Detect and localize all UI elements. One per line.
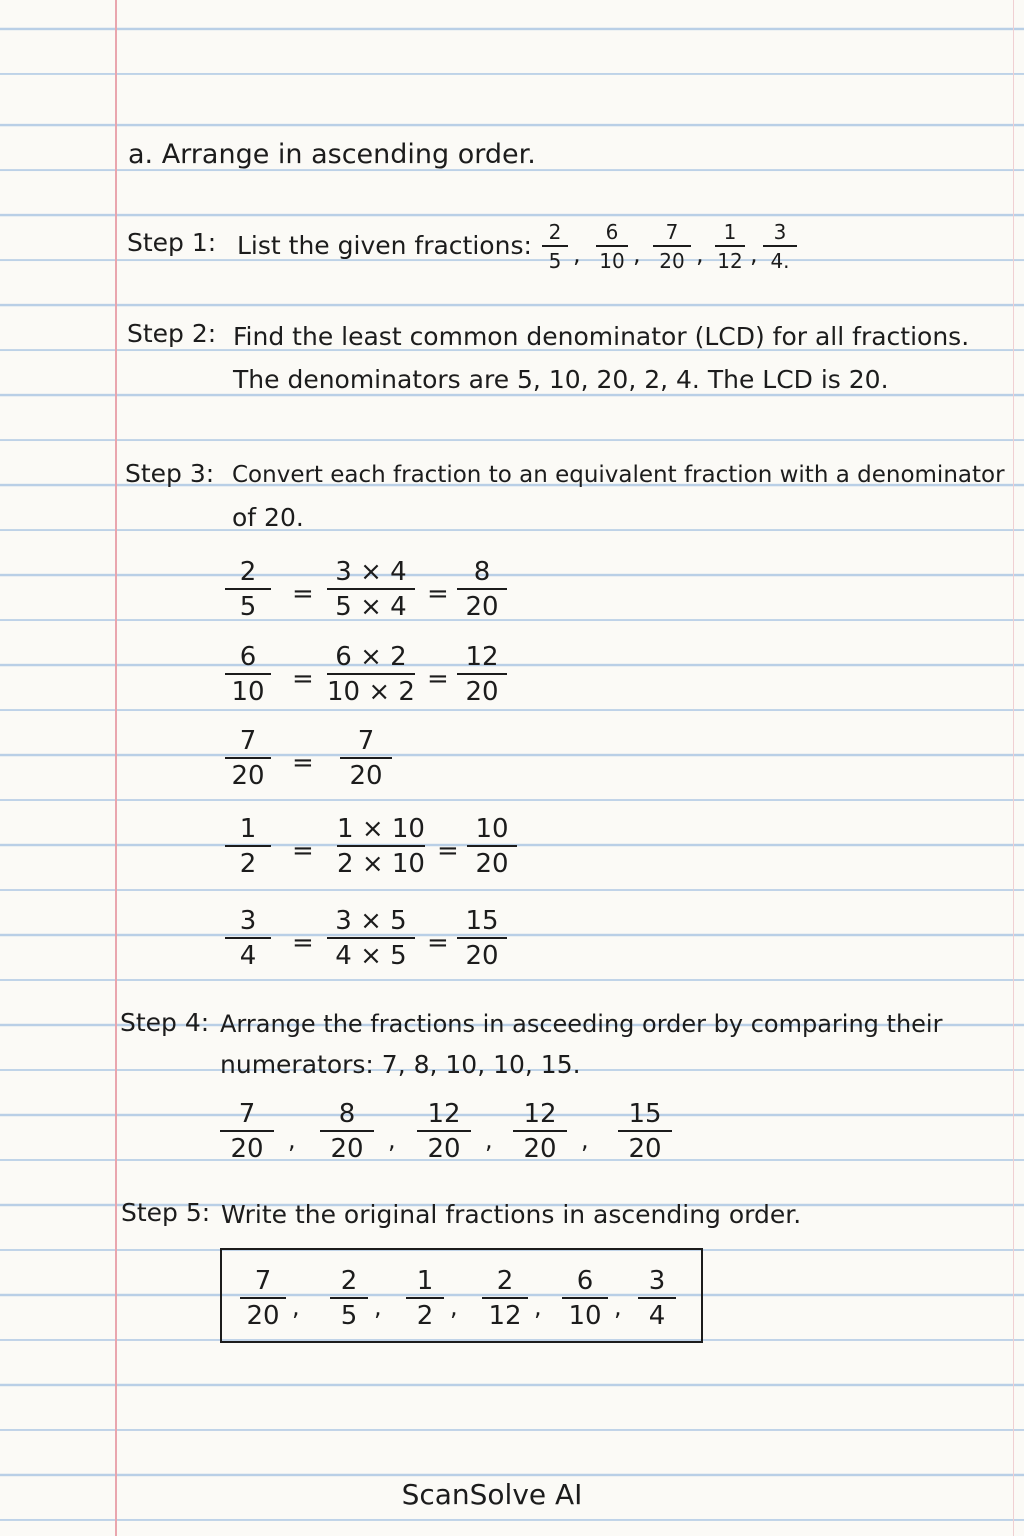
fraction-bar — [467, 845, 517, 847]
fraction-denominator: 20 — [349, 761, 383, 791]
step3-label: Step 3: — [125, 459, 215, 488]
fraction-bar — [225, 937, 271, 939]
fraction-numerator: 3 — [773, 220, 787, 244]
equals-sign: = — [292, 664, 314, 694]
fraction-numerator: 7 — [665, 220, 679, 244]
fraction-numerator: 1 — [416, 1266, 434, 1296]
fraction-denominator: 20 — [659, 249, 685, 273]
step4-line2: numerators: 7, 8, 10, 10, 15. — [220, 1050, 581, 1079]
fraction-denominator: 5 — [239, 592, 257, 622]
fraction-numerator: 12 — [465, 642, 499, 672]
comma-separator: , — [450, 1293, 458, 1321]
fraction-numerator: 1 — [723, 220, 737, 244]
original-fraction — [225, 908, 271, 969]
step1-label: Step 1: — [127, 228, 217, 257]
fraction-numerator: 2 — [496, 1266, 514, 1296]
fraction-numerator: 12 — [427, 1099, 461, 1129]
fraction-denominator: 10 × 2 — [327, 677, 415, 707]
equals-sign: = — [427, 664, 449, 694]
fraction-numerator: 2 — [340, 1266, 358, 1296]
fraction-bar — [457, 937, 507, 939]
page-edge-line — [1013, 0, 1014, 1536]
fraction-numerator: 3 × 5 — [335, 906, 407, 936]
fraction-numerator: 3 — [239, 906, 257, 936]
fraction-numerator: 6 — [576, 1266, 594, 1296]
fraction-numerator: 8 — [473, 557, 491, 587]
result-fraction — [457, 644, 507, 705]
comma-separator: , — [388, 1126, 396, 1154]
fraction-numerator: 2 — [239, 557, 257, 587]
step5-label: Step 5: — [121, 1198, 211, 1227]
answer-fraction — [406, 1268, 444, 1329]
comma-separator: , — [581, 1126, 589, 1154]
fraction-denominator: 4 — [648, 1301, 666, 1331]
fraction-denominator: 10 — [568, 1301, 602, 1331]
fraction-denominator: 5 — [548, 249, 562, 273]
comma-separator: , — [534, 1293, 542, 1321]
ordered-fraction — [417, 1101, 471, 1162]
problem-title: a. Arrange in ascending order. — [128, 139, 536, 170]
ordered-fraction — [220, 1101, 274, 1162]
fraction-numerator: 3 — [648, 1266, 666, 1296]
fraction-numerator: 1 — [239, 814, 257, 844]
step3-line2: of 20. — [232, 503, 304, 532]
result-fraction — [457, 559, 507, 620]
expanded-fraction — [327, 644, 415, 705]
comma-separator: , — [573, 240, 581, 268]
fraction-denominator: 4. — [770, 249, 790, 273]
fraction-denominator: 20 — [246, 1301, 280, 1331]
fraction-bar — [225, 757, 271, 759]
comma-separator: , — [374, 1293, 382, 1321]
fraction-numerator: 3 × 4 — [335, 557, 407, 587]
answer-fraction — [240, 1268, 286, 1329]
answer-fraction — [562, 1268, 608, 1329]
fraction-bar — [618, 1130, 672, 1132]
fraction-bar — [225, 673, 271, 675]
fraction-bar — [320, 1130, 374, 1132]
step5-text: Write the original fractions in ascending order. — [221, 1200, 802, 1229]
fraction-denominator: 20 — [427, 1134, 461, 1164]
expanded-fraction — [327, 908, 415, 969]
fraction-bar — [327, 588, 415, 590]
fraction-numerator: 6 × 2 — [335, 642, 407, 672]
ordered-fraction — [513, 1101, 567, 1162]
step1-fraction — [763, 222, 797, 271]
result-fraction — [467, 816, 517, 877]
fraction-denominator: 2 — [416, 1301, 434, 1331]
fraction-numerator: 7 — [357, 726, 375, 756]
comma-separator: , — [288, 1126, 296, 1154]
fraction-numerator: 6 — [239, 642, 257, 672]
fraction-denominator: 20 — [465, 677, 499, 707]
step4-line1: Arrange the fractions in asceeding order by comparing their — [220, 1010, 943, 1038]
original-fraction — [225, 644, 271, 705]
fraction-denominator: 10 — [599, 249, 625, 273]
fraction-bar — [225, 845, 271, 847]
result-fraction — [457, 908, 507, 969]
fraction-numerator: 2 — [548, 220, 562, 244]
fraction-numerator: 12 — [523, 1099, 557, 1129]
step1-fraction — [715, 222, 745, 271]
fraction-bar — [638, 1297, 676, 1299]
equals-sign: = — [427, 928, 449, 958]
fraction-denominator: 20 — [628, 1134, 662, 1164]
equals-sign: = — [292, 579, 314, 609]
ordered-fraction — [320, 1101, 374, 1162]
fraction-numerator: 7 — [238, 1099, 256, 1129]
fraction-bar — [330, 1297, 368, 1299]
ordered-fraction — [618, 1101, 672, 1162]
fraction-denominator: 5 × 4 — [335, 592, 407, 622]
fraction-numerator: 1 × 10 — [337, 814, 425, 844]
expanded-fraction — [327, 559, 415, 620]
fraction-denominator: 12 — [488, 1301, 522, 1331]
fraction-denominator: 10 — [231, 677, 265, 707]
original-fraction — [225, 728, 271, 789]
fraction-bar — [542, 245, 568, 247]
comma-separator: , — [696, 240, 704, 268]
equals-sign: = — [292, 928, 314, 958]
fraction-bar — [513, 1130, 567, 1132]
step1-fraction — [542, 222, 568, 271]
fraction-bar — [562, 1297, 608, 1299]
step4-label: Step 4: — [120, 1008, 210, 1037]
fraction-denominator: 20 — [465, 941, 499, 971]
red-margin-line — [115, 0, 117, 1536]
fraction-numerator: 8 — [338, 1099, 356, 1129]
step2-label: Step 2: — [127, 319, 217, 348]
expanded-fraction — [337, 816, 425, 877]
fraction-denominator: 20 — [231, 761, 265, 791]
answer-fraction — [638, 1268, 676, 1329]
fraction-numerator: 10 — [475, 814, 509, 844]
comma-separator: , — [614, 1293, 622, 1321]
step1-fraction — [653, 222, 691, 271]
fraction-bar — [225, 588, 271, 590]
original-fraction — [225, 559, 271, 620]
answer-fraction — [482, 1268, 528, 1329]
fraction-numerator: 15 — [628, 1099, 662, 1129]
fraction-bar — [327, 937, 415, 939]
equals-sign: = — [437, 836, 459, 866]
step1-fraction — [596, 222, 628, 271]
fraction-bar — [417, 1130, 471, 1132]
equals-sign: = — [292, 836, 314, 866]
fraction-bar — [406, 1297, 444, 1299]
fraction-denominator: 2 — [239, 849, 257, 879]
fraction-numerator: 7 — [239, 726, 257, 756]
fraction-denominator: 4 — [239, 941, 257, 971]
fraction-denominator: 20 — [330, 1134, 364, 1164]
step1-text: List the given fractions: — [237, 231, 532, 260]
original-fraction — [225, 816, 271, 877]
equals-sign: = — [427, 579, 449, 609]
expanded-fraction — [340, 728, 392, 789]
comma-separator: , — [485, 1126, 493, 1154]
fraction-bar — [715, 245, 745, 247]
equals-sign: = — [292, 748, 314, 778]
fraction-numerator: 15 — [465, 906, 499, 936]
fraction-denominator: 20 — [523, 1134, 557, 1164]
fraction-numerator: 6 — [605, 220, 619, 244]
fraction-bar — [327, 673, 415, 675]
footer-brand: ScanSolve AI — [401, 1478, 583, 1511]
fraction-numerator: 7 — [254, 1266, 272, 1296]
fraction-bar — [596, 245, 628, 247]
fraction-denominator: 12 — [717, 249, 743, 273]
step3-line1: Convert each fraction to an equivalent fraction with a denominator — [232, 462, 1005, 488]
comma-separator: , — [292, 1293, 300, 1321]
fraction-denominator: 20 — [475, 849, 509, 879]
fraction-denominator: 2 × 10 — [337, 849, 425, 879]
step2-line1: Find the least common denominator (LCD) for all fractions. — [233, 322, 970, 351]
comma-separator: , — [750, 240, 758, 268]
fraction-denominator: 5 — [340, 1301, 358, 1331]
fraction-bar — [340, 757, 392, 759]
fraction-bar — [482, 1297, 528, 1299]
comma-separator: , — [633, 240, 641, 268]
answer-fraction — [330, 1268, 368, 1329]
fraction-bar — [653, 245, 691, 247]
fraction-bar — [763, 245, 797, 247]
fraction-bar — [457, 673, 507, 675]
step2-line2: The denominators are 5, 10, 20, 2, 4. The LCD is 20. — [233, 365, 889, 394]
fraction-denominator: 20 — [465, 592, 499, 622]
fraction-bar — [337, 845, 425, 847]
fraction-bar — [240, 1297, 286, 1299]
fraction-denominator: 4 × 5 — [335, 941, 407, 971]
fraction-bar — [457, 588, 507, 590]
fraction-denominator: 20 — [230, 1134, 264, 1164]
fraction-bar — [220, 1130, 274, 1132]
